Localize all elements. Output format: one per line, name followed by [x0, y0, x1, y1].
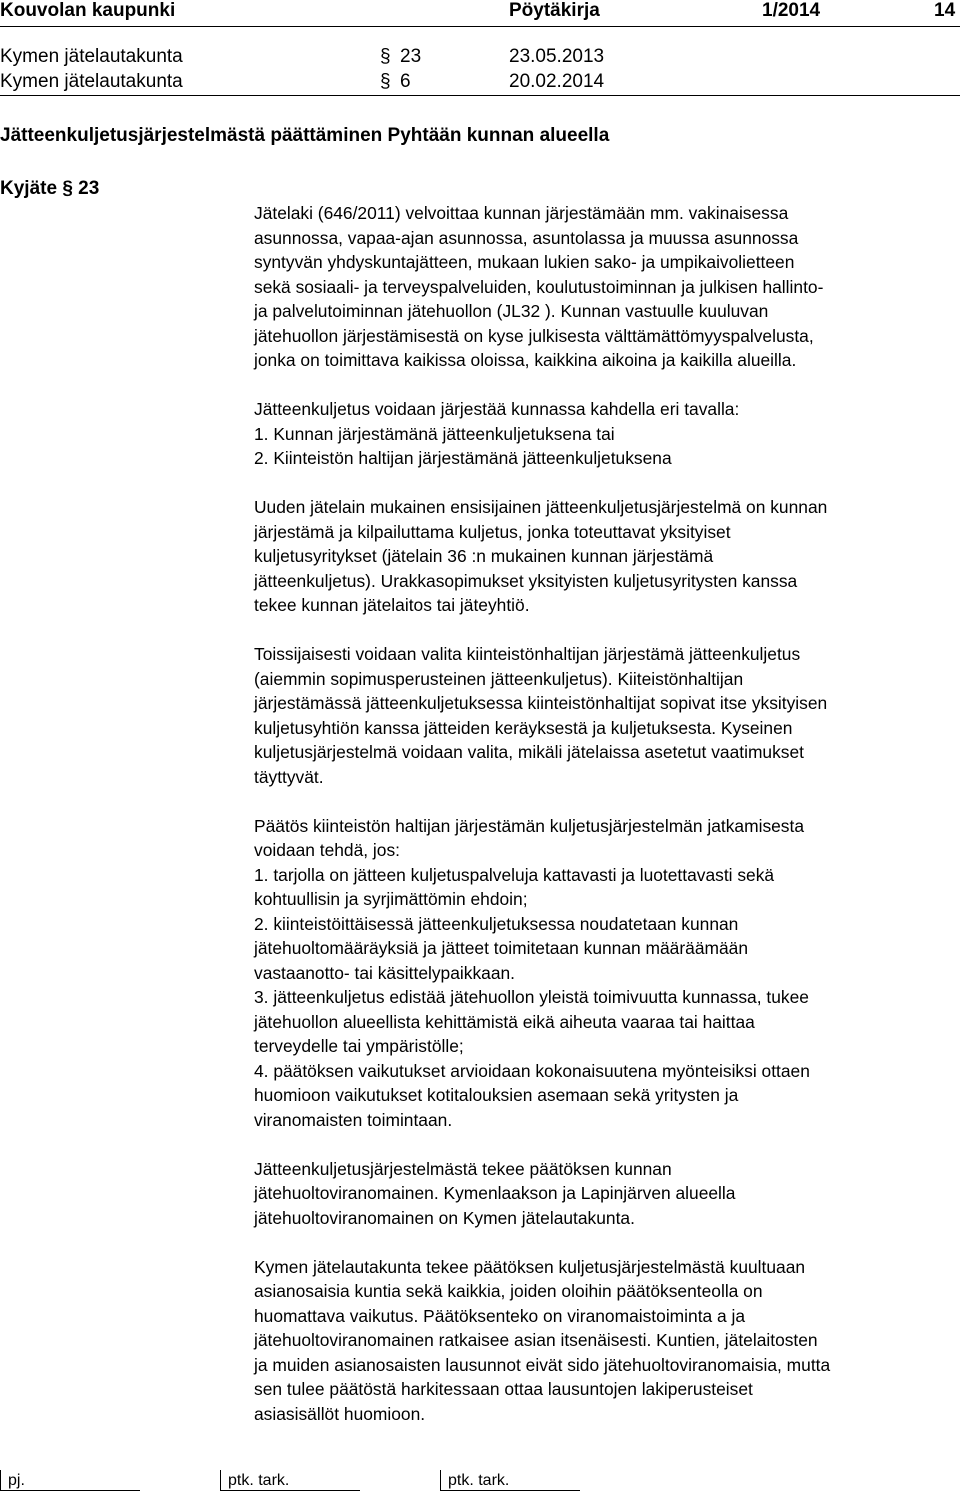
meeting-date: 23.05.2013 [509, 46, 605, 67]
municipality-name: Kouvolan kaupunki [0, 0, 176, 21]
document-type: Pöytäkirja [509, 0, 600, 21]
meeting-body: Kymen jätelautakunta [0, 46, 183, 67]
kyjate-label: Kyjäte [0, 178, 58, 199]
paragraph: Jätteenkuljetusjärjestelmästä tekee päätöksen kunnan jätehuoltoviranomainen. Kymenlaakson ja Lapinjärven alueella jätehuoltoviranomainen on Kymen jätelautakunta. [254, 1158, 736, 1228]
signature-line [0, 1490, 140, 1491]
paragraph: Toissijaisesti voidaan valita kiinteistönhaltijan järjestämä jätteenkuljetus (aiemmin sopimusperusteinen jätteenkuljetus). Kiiteistönhaltijan järjestämässä jätteenkuljetuksessa kiinteistönhaltijat sopivat itse yksityisen kuljetusyhtiön kanssa jätteiden keräyksestä ja kuljetuksesta. Kyseinen kuljetusjärjestelmä voidaan valita, mikäli jätelaissa asetetut vaatimukset täyttyvät. [254, 644, 828, 787]
meeting-date: 20.02.2014 [509, 71, 605, 92]
body-text [254, 201, 960, 1426]
paragraph: Kymen jätelautakunta tekee päätöksen kuljetusjärjestelmästä kuultuaan asianosaisia kuntia sekä kaikkia, joiden oloihin päätöksenteolla on huomattava vaikutus. Päätöksenteko on viranomaistoiminta a ja jätehuoltoviranomainen ratkaisee asian itsenäisesti. Kuntien, jätelaitosten ja muiden asianosaisten lausunnot eivät sido jätehuoltoviranomaisia, mutta sen tulee päätöstä harkitessaan ottaa lausuntojen lakiperusteiset asiasisällöt huomioon. [254, 1256, 831, 1424]
page-number: 14 [934, 0, 956, 21]
signature-divider [220, 1470, 221, 1490]
signature-examiner-2: ptk. tark. [448, 1472, 510, 1489]
signature-line [440, 1490, 580, 1491]
paragraph: Jätteenkuljetus voidaan järjestää kunnassa kahdella eri tavalla: 1. Kunnan järjestämänä jätteenkuljetuksena tai 2. Kiinteistön haltijan järjestämänä jätteenkuljetuksena [254, 399, 740, 468]
signature-line [220, 1490, 360, 1491]
paragraph: Jätelaki (646/2011) velvoittaa kunnan järjestämään mm. vakinaisessa asunnossa, vapaa-ajan asunnossa, asuntolassa ja muussa asunnossa syntyvän yhdyskuntajätteen, mukaan lukien sako- ja umpikaivolietteen sekä sosiaali- ja terveyspalveluiden, koulutustoiminnan ja julkisen hallinto- ja palvelutoiminnan jätehuollon (JL32 ). Kunnan vastuulle kuuluvan jätehuollon järjestämisestä on kyse julkisesta välttämättömyyspalvelusta, jonka on toimittava kaikissa oloissa, kaikkina aikoina ja kaikilla alueilla. [254, 203, 824, 370]
paragraph: Päätös kiinteistön haltijan järjestämän kuljetusjärjestelmän jatkamisesta voidaan tehdä, jos: 1. tarjolla on jätteen kuljetuspalveluja kattavasti ja luotettavasti sekä kohtuullisin ja syrjimättömin ehdoin; 2. kiinteistöittäisessä jätteenkuljetuksessa noudatetaan kunnan jätehuoltomääräyksiä ja jätteet toimitetaan kunnan määräämään vastaanotto- tai käsittelypaikkaan. 3. jätteenkuljetus edistää jätehuollon yleistä toimivuutta kunnassa, tukee jätehuollon alueellista kehittämistä eikä aiheuta vaaraa tai haittaa terveydelle tai ympäristölle; 4. päätöksen vaikutukset arvioidaan kokonaisuutena myönteisiksi ottaen huomioon vaikutukset kotitalouksien asemaan sekä yritysten ja viranomaisten toimintaan. [254, 815, 810, 1130]
meeting-section: 23 [400, 46, 422, 67]
signature-divider [440, 1470, 441, 1490]
meta-rule [0, 95, 960, 96]
signature-examiner-1: ptk. tark. [228, 1472, 290, 1489]
page-title: Jätteenkuljetusjärjestelmästä päättäminen Pyhtään kunnan alueella [0, 125, 610, 146]
section-icon: § [380, 46, 391, 67]
section-icon: § [380, 71, 391, 92]
kyjate-heading [0, 178, 99, 200]
issue-number: 1/2014 [762, 0, 821, 21]
meeting-body: Kymen jätelautakunta [0, 71, 183, 92]
signature-chair: pj. [8, 1472, 25, 1489]
section-icon: § [62, 178, 73, 199]
signature-divider [0, 1470, 1, 1490]
kyjate-number: 23 [78, 178, 100, 199]
paragraph: Uuden jätelain mukainen ensisijainen jätteenkuljetusjärjestelmä on kunnan järjestämä ja kilpailuttama kuljetus, jonka toteuttavat yksityiset kuljetusyritykset (jätelain 36 :n mukainen kunnan järjestämä jätteenkuljetus). Urakkasopimukset yksityisten kuljetusyritysten kanssa tekee kunnan jätelaitos tai jäteyhtiö. [254, 497, 828, 615]
meeting-section: 6 [400, 71, 411, 92]
header-rule [0, 26, 960, 27]
